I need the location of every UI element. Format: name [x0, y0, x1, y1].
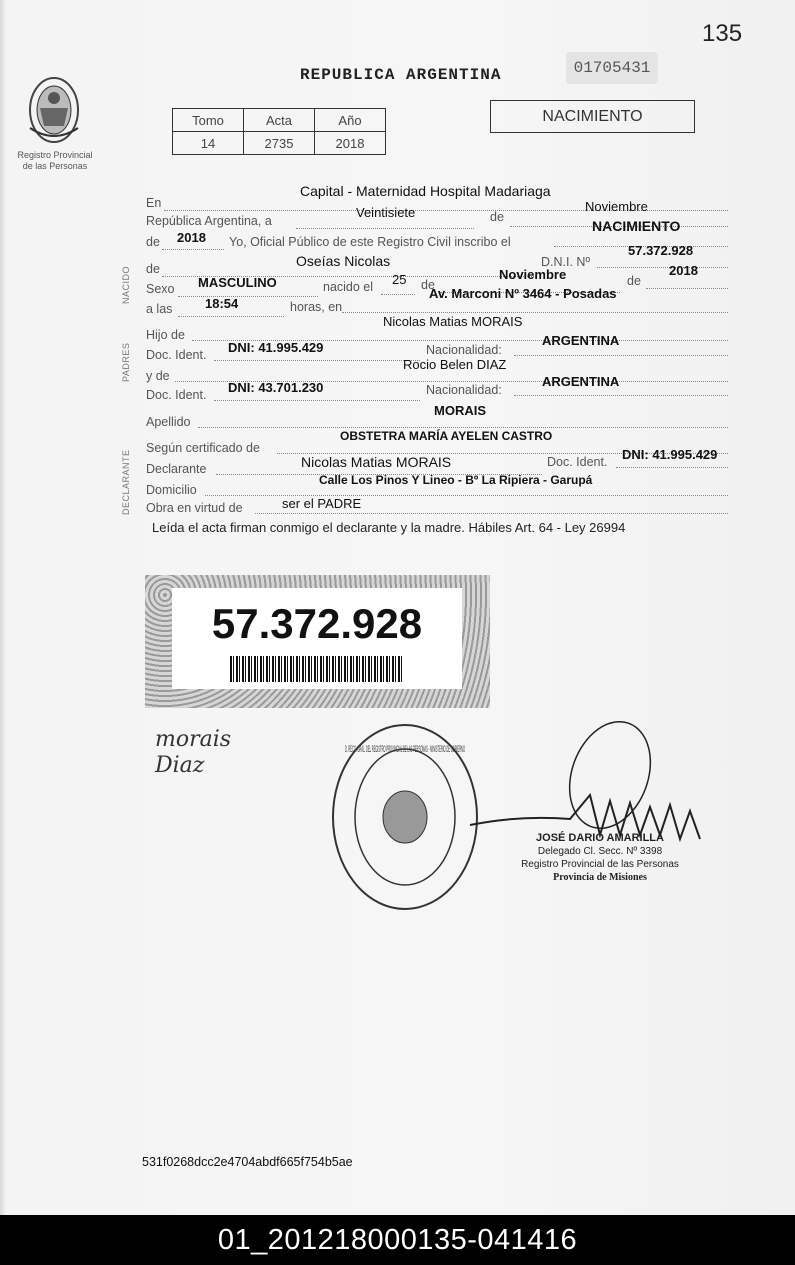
label-apellido: Apellido — [146, 415, 191, 429]
signature-diaz: Diaz — [155, 753, 205, 778]
label-doc-ident2: Doc. Ident. — [146, 388, 207, 402]
province-coat-of-arms — [22, 68, 86, 148]
registry-header-tomo: Tomo — [173, 109, 244, 132]
value-acto: NACIMIENTO — [592, 218, 681, 234]
label-de3: de — [146, 262, 160, 276]
value-obra: ser el PADRE — [282, 496, 362, 511]
registry-value-tomo: 14 — [173, 132, 244, 155]
label-a-las: a las — [146, 302, 173, 316]
value-mes: Noviembre — [585, 199, 648, 214]
label-nacionalidad: Nacionalidad: — [426, 343, 502, 357]
logo-caption-line1: Registro Provincial — [17, 150, 93, 160]
value-declarante-dni: DNI: 41.995.429 — [622, 447, 718, 462]
registry-table — [172, 108, 386, 155]
dni-sticker — [145, 575, 490, 708]
side-label-nacido: NACIDO — [121, 265, 131, 304]
label-yo: Yo, Oficial Público de este Registro Civil inscribo el — [229, 235, 511, 249]
registry-header-acta: Acta — [244, 109, 315, 132]
value-anio-nac: 2018 — [669, 263, 698, 278]
document-title: REPUBLICA ARGENTINA — [300, 66, 502, 84]
label-hijo-de: Hijo de — [146, 328, 185, 342]
label-doc-ident: Doc. Ident. — [146, 348, 207, 362]
official-role: Delegado Cl. Secc. Nº 3398 — [537, 846, 663, 857]
serial-number: 01705431 — [566, 52, 658, 84]
value-padre: Nicolas Matias MORAIS — [383, 314, 523, 329]
value-padre-dni: DNI: 41.995.429 — [228, 340, 324, 355]
value-nombre: Oseías Nicolas — [296, 253, 391, 269]
registry-value-anio: 2018 — [315, 132, 386, 155]
label-declarante: Declarante — [146, 462, 207, 476]
label-y-de: y de — [146, 369, 170, 383]
value-madre-nac: ARGENTINA — [542, 374, 620, 389]
value-hora: 18:54 — [205, 296, 239, 311]
value-madre: Rocio Belen DIAZ — [403, 357, 507, 372]
label-en: En — [146, 196, 162, 210]
registry-value-acta: 2735 — [244, 132, 315, 155]
value-apellido: MORAIS — [434, 403, 486, 418]
value-mes-nac: Noviembre — [499, 267, 567, 282]
logo-caption-line2: de las Personas — [22, 161, 88, 171]
closing-text: Leída el acta firman conmigo el declarante y la madre. Hábiles Art. 64 - Ley 26994 — [152, 520, 626, 535]
label-dni: D.N.I. Nº — [541, 255, 591, 269]
label-domicilio: Domicilio — [146, 483, 197, 497]
side-label-padres: PADRES — [121, 342, 131, 382]
document-type-box: NACIMIENTO — [490, 100, 695, 133]
value-dia-nac: 25 — [392, 272, 407, 287]
value-dia-letras: Veintisiete — [356, 205, 416, 220]
label-republica: República Argentina, a — [146, 214, 272, 228]
logo-caption — [10, 150, 100, 172]
handwritten-signatures — [155, 727, 231, 779]
label-nacionalidad2: Nacionalidad: — [426, 383, 502, 397]
official-name: JOSÉ DARIO AMARILLA — [536, 832, 664, 844]
value-madre-dni: DNI: 43.701.230 — [228, 380, 324, 395]
value-domicilio: Calle Los Pinos Y Lineo - Bº La Ripiera - Garupá — [319, 473, 593, 487]
label-de: de — [490, 210, 504, 224]
label-de2: de — [146, 235, 160, 249]
label-doc-ident3: Doc. Ident. — [547, 455, 608, 469]
barcode — [230, 656, 404, 682]
value-declarante: Nicolas Matias MORAIS — [301, 454, 452, 470]
official-province: Provincia de Misiones — [553, 872, 647, 883]
official-stamp — [500, 832, 700, 884]
label-segun: Según certificado de — [146, 441, 260, 455]
label-sexo: Sexo — [146, 282, 175, 296]
dni-sticker-number: 57.372.928 — [211, 600, 423, 647]
side-label-declarante: DECLARANTE — [121, 449, 131, 515]
value-dni: 57.372.928 — [628, 243, 694, 258]
label-de5: de — [627, 274, 641, 288]
dni-sticker-inner — [172, 588, 462, 689]
label-horas-en: horas, en — [290, 300, 343, 314]
signature-morais: morais — [155, 727, 232, 752]
official-seal — [330, 722, 480, 912]
label-nacido-el: nacido el — [323, 280, 374, 294]
value-lugar-nac: Av. Marconi Nº 3464 - Posadas — [429, 286, 617, 301]
registry-header-anio: Año — [315, 109, 386, 132]
official-office: Registro Provincial de las Personas — [521, 859, 679, 870]
value-certificado: OBSTETRA MARÍA AYELEN CASTRO — [340, 429, 553, 443]
label-obra: Obra en virtud de — [146, 501, 243, 515]
value-padre-nac: ARGENTINA — [542, 333, 620, 348]
value-sexo: MASCULINO — [198, 275, 277, 290]
document-hash: 531f0268dcc2e4704abdf665f754b5ae — [142, 1155, 353, 1169]
value-lugar: Capital - Maternidad Hospital Madariaga — [300, 183, 551, 199]
value-anio: 2018 — [177, 230, 206, 245]
seal-text: D. RECC. GRAL. DEL REGISTRO PROVINCIAL DE LAS PERSONAS - MINISTERIO DE GOBIERNO — [345, 744, 465, 754]
footer-code: 01_201218000135-041416 — [0, 1215, 795, 1265]
label-de4: de — [421, 278, 435, 292]
page-number: 135 — [702, 20, 743, 47]
